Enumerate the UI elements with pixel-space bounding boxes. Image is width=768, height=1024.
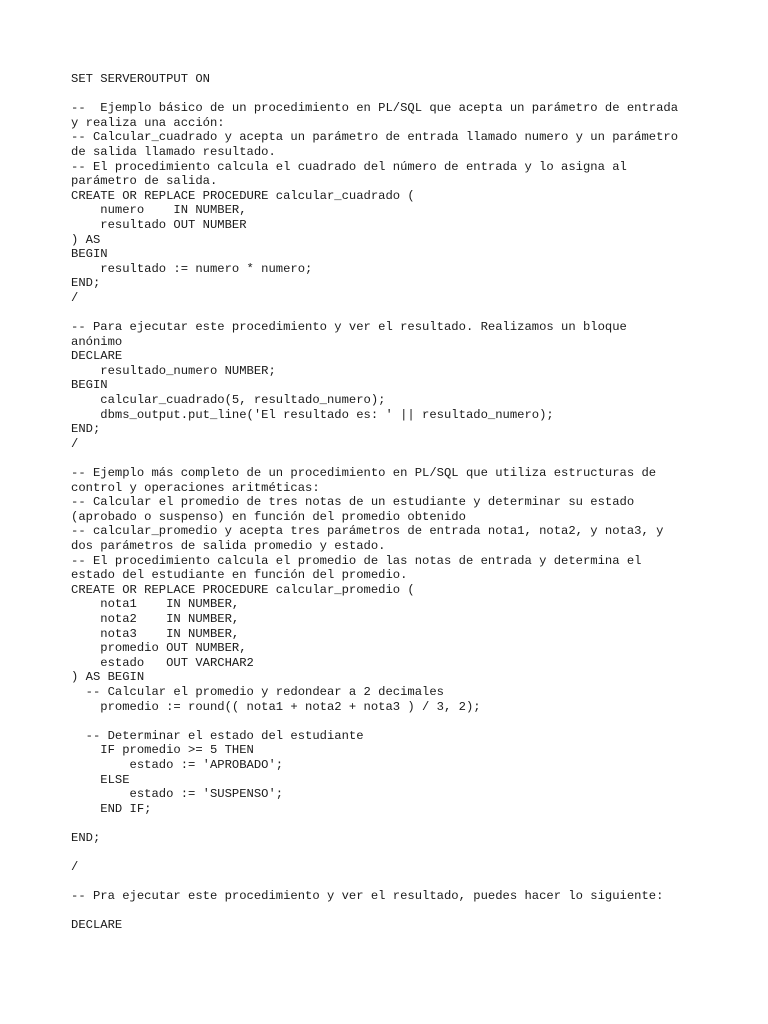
- code-line: [71, 306, 711, 321]
- code-line: -- Determinar el estado del estudiante: [71, 728, 364, 743]
- code-line: anónimo: [71, 334, 123, 349]
- code-line: /: [71, 436, 79, 451]
- code-line: /: [71, 860, 79, 875]
- code-line: -- Pra ejecutar este procedimiento y ver el resultado, puedes hacer lo siguiente:: [71, 889, 664, 904]
- code-line: SET SERVEROUTPUT ON: [71, 72, 210, 86]
- code-line: resultado := numero * numero;: [71, 261, 313, 276]
- code-listing: [71, 72, 711, 933]
- code-line: [71, 714, 711, 729]
- code-line: -- Ejemplo básico de un procedimiento en PL/SQL que acepta un parámetro de entrada: [71, 101, 679, 116]
- code-line: ) AS BEGIN: [71, 670, 145, 685]
- code-line: [71, 845, 711, 860]
- code-line: ) AS: [71, 232, 101, 247]
- code-line: parámetro de salida.: [71, 174, 218, 189]
- code-line: END;: [71, 422, 101, 437]
- code-line: numero IN NUMBER,: [71, 203, 247, 218]
- code-line: resultado_numero NUMBER;: [71, 363, 276, 378]
- code-line: calcular_cuadrado(5, resultado_numero);: [71, 393, 386, 408]
- code-line: END IF;: [71, 801, 152, 816]
- code-line: de salida llamado resultado.: [71, 144, 276, 159]
- code-line: dos parámetros de salida promedio y estado.: [71, 539, 386, 553]
- code-line: -- Para ejecutar este procedimiento y ver el resultado. Realizamos un bloque: [71, 320, 627, 335]
- code-line: nota3 IN NUMBER,: [71, 626, 240, 641]
- code-line: DECLARE: [71, 349, 123, 364]
- code-line: -- Ejemplo más completo de un procedimiento en PL/SQL que utiliza estructuras de: [71, 466, 657, 481]
- code-line: DECLARE: [71, 918, 123, 933]
- code-line: estado del estudiante en función del promedio.: [71, 568, 408, 583]
- code-line: control y operaciones aritméticas:: [71, 480, 320, 495]
- code-line: [71, 904, 711, 919]
- code-line: -- Calcular_cuadrado y acepta un parámetro de entrada llamado numero y un parámetro: [71, 130, 679, 145]
- code-line: END;: [71, 276, 101, 291]
- code-line: -- El procedimiento calcula el promedio de las notas de entrada y determina el: [71, 553, 642, 568]
- code-line: nota1 IN NUMBER,: [71, 597, 240, 612]
- code-line: (aprobado o suspenso) en función del promedio obtenido: [71, 509, 466, 524]
- code-line: dbms_output.put_line('El resultado es: ' || resultado_numero);: [71, 407, 554, 422]
- code-line: -- calcular_promedio y acepta tres parámetros de entrada nota1, nota2, y nota3, y: [71, 524, 664, 539]
- code-line: resultado OUT NUMBER: [71, 217, 247, 232]
- code-line: /: [71, 290, 79, 305]
- code-line: [71, 816, 711, 831]
- code-line: [71, 87, 711, 102]
- code-line: ELSE: [71, 772, 130, 787]
- code-line: -- Calcular el promedio y redondear a 2 decimales: [71, 684, 444, 699]
- code-line: BEGIN: [71, 378, 108, 393]
- code-line: promedio OUT NUMBER,: [71, 641, 247, 656]
- code-line: -- El procedimiento calcula el cuadrado del número de entrada y lo asigna al: [71, 159, 627, 174]
- code-line: y realiza una acción:: [71, 115, 225, 130]
- code-line: promedio := round(( nota1 + nota2 + nota3 ) / 3, 2);: [71, 699, 481, 714]
- code-line: estado OUT VARCHAR2: [71, 655, 254, 670]
- code-line: CREATE OR REPLACE PROCEDURE calcular_promedio (: [71, 582, 415, 597]
- code-line: estado := 'APROBADO';: [71, 757, 284, 772]
- code-line: [71, 875, 711, 890]
- code-line: nota2 IN NUMBER,: [71, 611, 240, 626]
- code-line: BEGIN: [71, 247, 108, 262]
- code-line: -- Calcular el promedio de tres notas de un estudiante y determinar su estado: [71, 495, 635, 510]
- code-line: [71, 451, 711, 466]
- code-line: END;: [71, 830, 101, 845]
- code-line: estado := 'SUSPENSO';: [71, 787, 284, 802]
- code-line: IF promedio >= 5 THEN: [71, 743, 254, 758]
- code-line: CREATE OR REPLACE PROCEDURE calcular_cuadrado (: [71, 188, 415, 203]
